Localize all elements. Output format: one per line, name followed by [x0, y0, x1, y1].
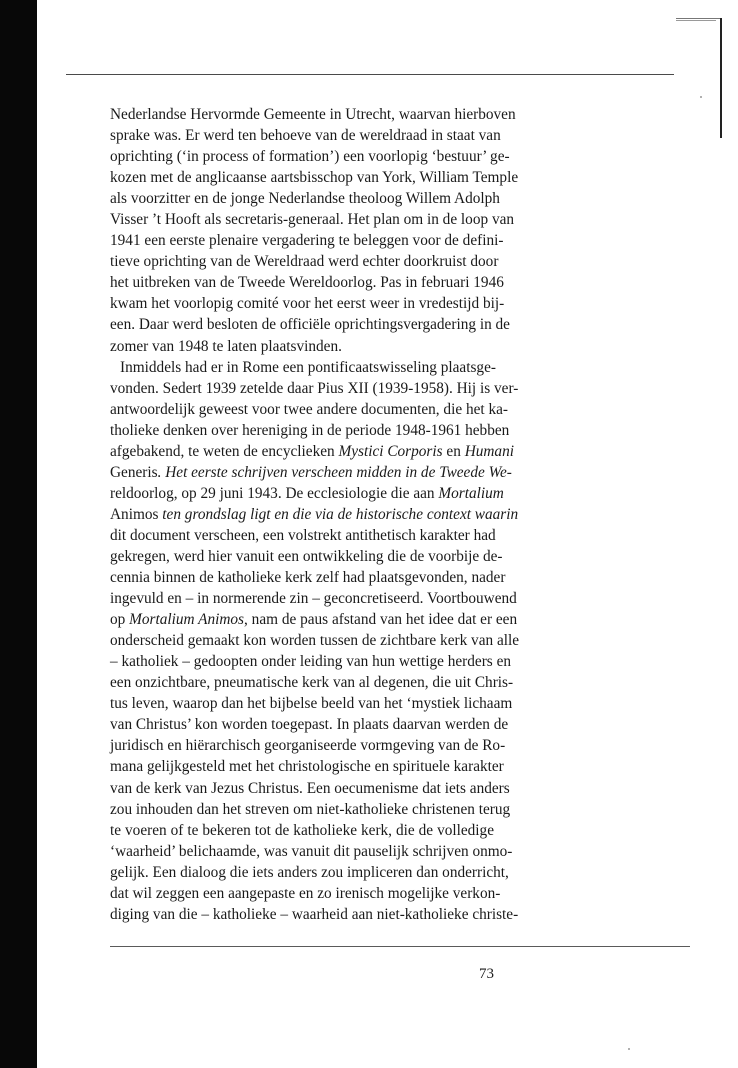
- text-line: [110, 293, 505, 314]
- text-segment: op: [110, 611, 130, 629]
- footer-rule: [110, 946, 690, 947]
- text-segment: en: [442, 442, 465, 460]
- text-line: [110, 357, 494, 378]
- text-segment: tieve oprichting van de Wereldraad werd echter doorkruist door: [110, 253, 499, 271]
- text-segment: 1941 een eerste plenaire vergadering te beleggen voor de defini-: [110, 232, 504, 250]
- text-segment: gekregen, werd hier vanuit een ontwikkeling die de voorbije de-: [110, 547, 503, 565]
- text-segment: kozen met de anglicaanse aartsbisschop van York, William Temple: [110, 169, 519, 187]
- text-line: [110, 820, 494, 841]
- text-line: [110, 609, 518, 630]
- text-line: [110, 841, 513, 862]
- text-line: [110, 336, 494, 357]
- text-segment: Generis: [110, 463, 158, 481]
- text-line: [110, 483, 504, 504]
- text-segment: oprichting (‘in process of formation’) een voorlopig ‘bestuur’ ge-: [110, 148, 510, 166]
- text-segment: antwoordelijk geweest voor twee andere documenten, die het ka-: [110, 400, 508, 418]
- text-segment: een. Daar werd besloten de officiële oprichtingsvergadering in de: [110, 316, 510, 334]
- text-segment: gelijk. Een dialoog die iets anders zou impliceren dan onderricht,: [110, 863, 509, 881]
- text-segment: van de kerk van Jezus Christus. Een oecumenisme dat iets anders: [110, 779, 510, 797]
- text-segment: tus leven, waarop dan het bijbelse beeld van het ‘mystiek lichaam: [110, 695, 513, 713]
- scan-speck: [700, 96, 702, 98]
- text-line: [110, 146, 510, 167]
- italic-title: . Het eerste schrijven verscheen midden in de Tweede We-: [157, 463, 512, 481]
- text-line: [110, 756, 504, 777]
- text-segment: te voeren of te bekeren tot de katholieke kerk, die de volledige: [110, 821, 494, 839]
- text-line: [110, 251, 499, 272]
- text-line: [110, 230, 504, 251]
- text-line: [110, 399, 508, 420]
- text-segment: Visser ’t Hooft als secretaris-generaal. Het plan om in de loop van: [110, 211, 515, 229]
- text-line: [110, 651, 512, 672]
- text-segment: dat wil zeggen een aangepaste en zo irenisch mogelijke verkon-: [110, 884, 501, 902]
- italic-title: ten grondslag ligt en die via de historische context waarin: [158, 505, 519, 523]
- text-line: [110, 525, 494, 546]
- text-line: [110, 693, 513, 714]
- crop-mark-horizontal: [676, 18, 722, 19]
- text-segment: , nam de paus afstand van het idee dat er een: [244, 611, 518, 629]
- text-line: [110, 378, 519, 399]
- scan-speck: [628, 1048, 630, 1050]
- text-line: [110, 167, 519, 188]
- text-segment: ‘waarheid’ belichaamde, was vanuit dit pauselijk schrijven onmo-: [110, 842, 513, 860]
- text-segment: tholieke denken over hereniging in de periode 1948-1961 hebben: [110, 421, 510, 439]
- text-line: [110, 546, 503, 567]
- text-line: [110, 504, 519, 525]
- text-segment: zou inhouden dan het streven om niet-katholieke christenen terug: [110, 800, 511, 818]
- body-text: [110, 104, 520, 925]
- text-line: [110, 209, 515, 230]
- text-segment: juridisch en hiërarchisch georganiseerde vormgeving van de Ro-: [110, 737, 506, 755]
- text-line: [110, 420, 510, 441]
- text-segment: – katholiek – gedoopten onder leiding van hun wettige herders en: [110, 653, 512, 671]
- italic-title: Mortalium Animos: [129, 611, 245, 629]
- text-segment: als voorzitter en de jonge Nederlandse theoloog Willem Adolph: [110, 190, 500, 208]
- text-segment: kwam het voorlopig comité voor het eerst weer in vredestijd bij-: [110, 295, 505, 313]
- header-rule: [66, 74, 674, 75]
- text-line: [110, 588, 517, 609]
- text-line: [110, 104, 516, 125]
- text-line: [110, 735, 506, 756]
- text-line: [110, 314, 510, 335]
- text-segment: sprake was. Er werd ten behoeve van de wereldraad in staat van: [110, 127, 501, 145]
- text-segment: van Christus’ kon worden toegepast. In plaats daarvan werden de: [110, 716, 509, 734]
- text-segment: afgebakend, te weten de encyclieken: [110, 442, 339, 460]
- text-line: [110, 125, 501, 146]
- text-segment: ingevuld en – in normerende zin – geconcretiseerd. Voortbouwend: [110, 590, 517, 608]
- text-line: [110, 883, 501, 904]
- text-segment: mana gelijkgesteld met het christologische en spirituele karakter: [110, 758, 504, 776]
- text-line: [110, 567, 506, 588]
- text-line: [110, 904, 519, 925]
- text-line: [110, 714, 509, 735]
- text-segment: het uitbreken van de Tweede Wereldoorlog. Pas in februari 1946: [110, 274, 504, 292]
- crop-mark-vertical: [720, 18, 722, 138]
- text-segment: Nederlandse Hervormde Gemeente in Utrecht, waarvan hierboven: [110, 106, 516, 123]
- text-segment: Animos: [110, 505, 159, 523]
- page-number: 73: [479, 966, 494, 982]
- text-segment: cennia binnen de katholieke kerk zelf had plaatsgevonden, nader: [110, 569, 506, 587]
- text-segment: dit document verscheen, een volstrekt antithetisch karakter had: [110, 526, 496, 544]
- text-segment: diging van die – katholieke – waarheid aan niet-katholieke christe-: [110, 905, 519, 923]
- text-line: [110, 188, 500, 209]
- text-segment: Inmiddels had er in Rome een pontificaatswisseling plaatsge-: [120, 358, 496, 376]
- text-line: [110, 862, 509, 883]
- italic-title: Mortalium: [438, 484, 504, 502]
- text-line: [110, 630, 520, 651]
- text-line: [110, 441, 514, 462]
- text-line: [110, 778, 510, 799]
- text-line: [110, 462, 512, 483]
- text-segment: onderscheid gemaakt kon worden tussen de zichtbare kerk van alle: [110, 632, 520, 650]
- text-line: [110, 799, 511, 820]
- text-segment: reldoorlog, op 29 juni 1943. De ecclesiologie die aan: [110, 484, 439, 502]
- italic-title: Humani: [464, 442, 514, 460]
- italic-title: Mystici Corporis: [338, 442, 443, 460]
- text-segment: vonden. Sedert 1939 zetelde daar Pius XII (1939-1958). Hij is ver-: [110, 379, 519, 397]
- faint-rule: [676, 20, 716, 21]
- text-line: [110, 672, 514, 693]
- text-segment: een onzichtbare, pneumatische kerk van al degenen, die uit Chris-: [110, 674, 514, 692]
- scan-binding-edge: [0, 0, 37, 1068]
- text-line: [110, 272, 504, 293]
- text-segment: zomer van 1948 te laten plaatsvinden.: [110, 337, 342, 355]
